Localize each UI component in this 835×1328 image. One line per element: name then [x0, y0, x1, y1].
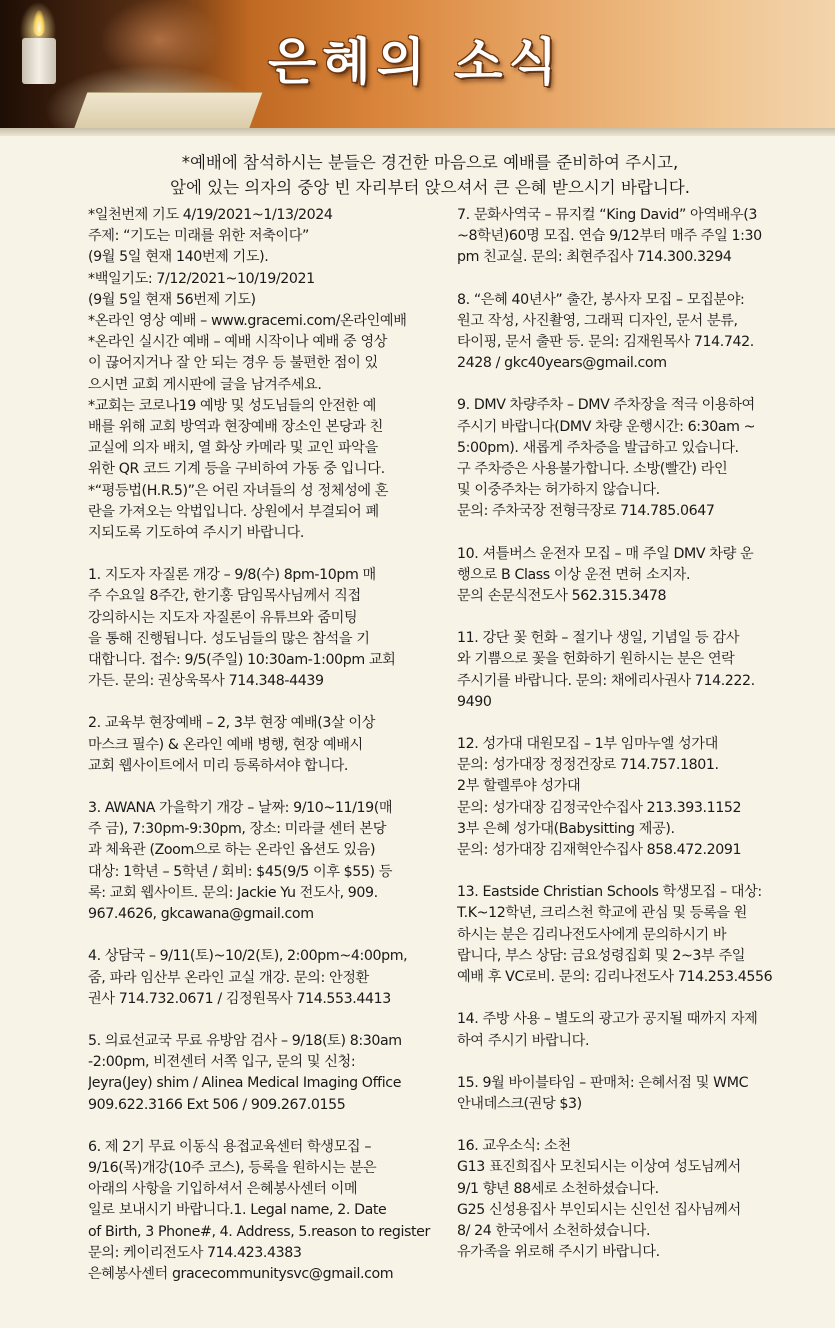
- announcement-line: 예배 후 VC로비. 문의: 김리나전도사 714.253.4556: [457, 969, 773, 986]
- announcement-line: 권사 714.732.0671 / 김정원목사 714.553.4413: [88, 990, 391, 1007]
- announcement-line: 9490: [457, 693, 492, 710]
- announcement-line: 문의: 성가대장 김재혁안수집사 858.472.2091: [457, 842, 742, 859]
- announcement-line: pm 친교실. 문의: 최현주집사 714.300.3294: [457, 249, 732, 266]
- announcement-line: (9월 5일 현재 56번제 기도): [88, 291, 256, 308]
- announcement-line: (9월 5일 현재 140번제 기도).: [88, 249, 269, 266]
- announcement-line: 8. “은혜 40년사” 출간, 봉사자 모집 – 모집분야:: [457, 291, 745, 308]
- announcement-line: 문의: 케이리전도사 714.423.4383: [88, 1244, 302, 1261]
- announcement-line: *온라인 영상 예배 – www.gracemi.com/온라인예배: [88, 313, 407, 330]
- announcement-line: 배를 위해 교회 방역과 현장예배 장소인 본당과 친: [88, 419, 383, 436]
- intro-notice: [60, 150, 800, 200]
- announcement-line: 하시는 분은 김리나전도사에게 문의하시기 바: [457, 926, 727, 943]
- announcement-line: 문의 손문식전도사 562.315.3478: [457, 588, 667, 605]
- announcement-line: T.K~12학년, 크리스천 학교에 관심 및 등록을 원: [457, 905, 747, 922]
- announcement-line: 5. 의료선교국 무료 유방암 검사 – 9/18(토) 8:30am: [88, 1032, 402, 1049]
- announcement-line: *온라인 실시간 예배 – 예배 시작이나 예배 중 영상: [88, 334, 388, 351]
- announcement-line: 5:00pm). 새롭게 주차증을 발급하고 있습니다.: [457, 439, 739, 456]
- announcement-item: [88, 946, 444, 1010]
- announcement-line: 3부 은혜 성가대(Babysitting 제공).: [457, 820, 675, 837]
- announcement-item: [457, 1073, 813, 1115]
- announcement-line: ~8학년)60명 모집. 연습 9/12부터 매주 주일 1:30: [457, 228, 762, 245]
- announcement-line: 아래의 사항을 기입하셔서 은혜봉사센터 이메: [88, 1181, 358, 1198]
- announcement-line: -2:00pm, 비젼센터 서쪽 입구, 문의 및 신청:: [88, 1054, 356, 1071]
- announcement-item: [457, 734, 813, 861]
- announcement-line: 이 끊어지거나 잘 안 되는 경우 등 불편한 점이 있: [88, 355, 378, 372]
- announcement-line: 줌, 파라 임산부 온라인 교실 개강. 문의: 안정환: [88, 969, 369, 986]
- announcement-line: 은혜봉사센터 gracecommunitysvc@gmail.com: [88, 1265, 394, 1282]
- announcement-line: 가든. 문의: 권상욱목사 714.348-4439: [88, 673, 324, 690]
- announcement-line: 및 이중주차는 허가하지 않습니다.: [457, 482, 660, 499]
- left-column: [88, 205, 444, 1306]
- announcement-line: 주 수요일 8주간, 한기홍 담임목사님께서 직접: [88, 588, 361, 605]
- announcement-line: G25 신성용집사 부인되시는 신인선 집사님께서: [457, 1201, 741, 1218]
- announcement-item: [88, 1031, 444, 1116]
- announcement-item: [88, 565, 444, 692]
- announcement-line: 와 기쁨으로 꽃을 헌화하기 원하시는 분은 연락: [457, 651, 735, 668]
- announcement-item: [457, 882, 813, 988]
- announcement-line: 위한 QR 코드 기계 등을 구비하여 가동 중 입니다.: [88, 461, 385, 478]
- announcement-line: 9/1 향년 88세로 소천하셨습니다.: [457, 1180, 659, 1197]
- announcement-line: 문의: 주차국장 전형극장로 714.785.0647: [457, 503, 715, 520]
- announcement-item: [457, 1136, 813, 1263]
- announcement-line: 교실에 의자 배치, 열 화상 카메라 및 교인 파악을: [88, 440, 378, 457]
- announcement-line: 14. 주방 사용 – 별도의 광고가 공지될 때까지 자제: [457, 1011, 758, 1028]
- right-column: [457, 205, 813, 1284]
- announcement-line: 8/ 24 한국에서 소천하셨습니다.: [457, 1222, 651, 1239]
- announcement-item: [457, 628, 813, 713]
- header-divider: [0, 128, 835, 136]
- header-banner: [0, 0, 835, 128]
- announcement-item: [457, 205, 813, 269]
- announcement-item: [457, 395, 813, 522]
- announcement-line: *“평등법(H.R.5)”은 어린 자녀들의 성 정체성에 혼: [88, 482, 389, 499]
- announcement-line: 란을 가져오는 악법입니다. 상원에서 부결되어 폐: [88, 503, 379, 520]
- announcement-line: 2428 / gkc40years@gmail.com: [457, 355, 667, 372]
- announcement-line: 하여 주시기 바랍니다.: [457, 1032, 590, 1049]
- flame-icon: [33, 10, 45, 36]
- announcement-line: Jeyra(Jey) shim / Alinea Medical Imaging Office: [88, 1075, 402, 1092]
- announcement-item: [88, 798, 444, 925]
- announcement-line: 909.622.3166 Ext 506 / 909.267.0155: [88, 1096, 346, 1113]
- announcement-line: 일로 보내시기 바랍니다.1. Legal name, 2. Date: [88, 1202, 387, 1219]
- announcement-line: 12. 성가대 대원모집 – 1부 임마누엘 성가대: [457, 736, 718, 753]
- announcement-line: 문의: 성가대장 김정국안수집사 213.393.1152: [457, 799, 742, 816]
- announcement-line: 안내데스크(권당 $3): [457, 1095, 582, 1112]
- announcement-item: [457, 290, 813, 375]
- announcement-line: 967.4626, gkcawana@gmail.com: [88, 906, 314, 923]
- announcement-item: [88, 1137, 444, 1285]
- candle-prayer-photo: [0, 0, 250, 128]
- announcement-item: [457, 1009, 813, 1051]
- announcement-line: 10. 셔틀버스 운전자 모집 – 매 주일 DMV 차량 운: [457, 545, 754, 562]
- announcement-line: 록: 교회 웹사이트. 문의: Jackie Yu 전도사, 909.: [88, 884, 378, 901]
- announcement-line: 으시면 교회 게시판에 글을 남겨주세요.: [88, 376, 322, 393]
- announcement-line: 랍니다, 부스 상담: 금요성령집회 및 2~3부 주일: [457, 947, 746, 964]
- announcement-line: of Birth, 3 Phone#, 4. Address, 5.reason to register: [88, 1223, 430, 1240]
- intro-line: 앞에 있는 의자의 중앙 빈 자리부터 앉으셔서 큰 은혜 받으시기 바랍니다.: [170, 178, 690, 197]
- announcement-item: [457, 544, 813, 608]
- announcement-line: 3. AWANA 가을학기 개강 – 날짜: 9/10~11/19(매: [88, 800, 393, 817]
- intro-line: *예배에 참석하시는 분들은 경건한 마음으로 예배를 준비하여 주시고,: [181, 153, 679, 172]
- announcement-line: *일천번제 기도 4/19/2021~1/13/2024: [88, 207, 333, 223]
- announcement-line: 4. 상담국 – 9/11(토)~10/2(토), 2:00pm~4:00pm,: [88, 948, 408, 965]
- announcement-item: [88, 205, 444, 544]
- announcement-line: 유가족을 위로해 주시기 바랍니다.: [457, 1244, 660, 1261]
- announcement-line: 주 금), 7:30pm-9:30pm, 장소: 미라클 센터 본당: [88, 821, 387, 838]
- announcement-line: 행으로 B Class 이상 운전 면허 소지자.: [457, 566, 691, 583]
- announcement-line: 원고 작성, 사진촬영, 그래픽 디자인, 문서 분류,: [457, 312, 738, 329]
- announcement-line: *백일기도: 7/12/2021~10/19/2021: [88, 270, 315, 287]
- page-title: 은혜의 소식: [268, 32, 563, 91]
- announcement-line: 마스크 필수) & 온라인 예배 병행, 현장 예배시: [88, 736, 363, 753]
- announcement-line: 13. Eastside Christian Schools 학생모집 – 대상:: [457, 884, 762, 901]
- announcement-line: 2부 할렐루야 성가대: [457, 778, 581, 795]
- announcement-line: 교회 웹사이트에서 미리 등록하셔야 합니다.: [88, 757, 349, 774]
- announcement-line: 2. 교육부 현장예배 – 2, 3부 현장 예배(3살 이상: [88, 715, 376, 732]
- announcement-item: [88, 713, 444, 777]
- announcement-line: 7. 문화사역국 – 뮤지컬 “King David” 아역배우(3: [457, 207, 758, 223]
- announcement-line: G13 표진희집사 모친되시는 이상여 성도님께서: [457, 1159, 741, 1176]
- announcement-line: 주시기를 바랍니다. 문의: 채에리사권사 714.222.: [457, 672, 755, 689]
- announcement-line: 대합니다. 접수: 9/5(주일) 10:30am-1:00pm 교회: [88, 652, 396, 669]
- announcement-line: 대상: 1학년 – 5학년 / 회비: $45(9/5 이후 $55) 등: [88, 863, 393, 880]
- announcement-line: 지되도록 기도하여 주시기 바랍니다.: [88, 525, 305, 542]
- announcement-line: 과 체육관 (Zoom으로 하는 온라인 옵션도 있음): [88, 842, 376, 859]
- announcement-line: 구 주차증은 사용불가합니다. 소방(빨간) 라인: [457, 461, 728, 478]
- announcement-line: 문의: 성가대장 정정건장로 714.757.1801.: [457, 757, 719, 774]
- announcement-line: 11. 강단 꽃 헌화 – 절기나 생일, 기념일 등 감사: [457, 630, 740, 647]
- candle-icon: [22, 38, 56, 84]
- bible-icon: [73, 92, 263, 128]
- announcement-line: 15. 9월 바이블타임 – 판매처: 은혜서점 및 WMC: [457, 1074, 749, 1091]
- announcement-line: 9. DMV 차량주차 – DMV 주차장을 적극 이용하여: [457, 397, 755, 414]
- announcement-line: 9/16(목)개강(10주 코스), 등록을 원하시는 분은: [88, 1159, 377, 1176]
- announcement-line: 6. 제 2기 무료 이동식 용접교육센터 학생모집 –: [88, 1138, 372, 1155]
- announcement-line: 을 통해 진행됩니다. 성도님들의 많은 참석을 기: [88, 630, 370, 647]
- announcement-line: 주시기 바랍니다(DMV 차량 운행시간: 6:30am ~: [457, 418, 756, 435]
- announcement-line: 강의하시는 지도자 자질론이 유튜브와 줌미팅: [88, 609, 358, 626]
- announcement-line: 주제: “기도는 미래를 위한 저축이다”: [88, 228, 309, 245]
- announcement-line: 타이핑, 문서 출판 등. 문의: 김재원목사 714.742.: [457, 334, 754, 351]
- announcement-line: 16. 교우소식: 소천: [457, 1138, 571, 1155]
- announcement-line: *교회는 코로나19 예방 및 성도님들의 안전한 예: [88, 397, 377, 414]
- announcement-line: 1. 지도자 자질론 개강 – 9/8(수) 8pm-10pm 매: [88, 567, 376, 584]
